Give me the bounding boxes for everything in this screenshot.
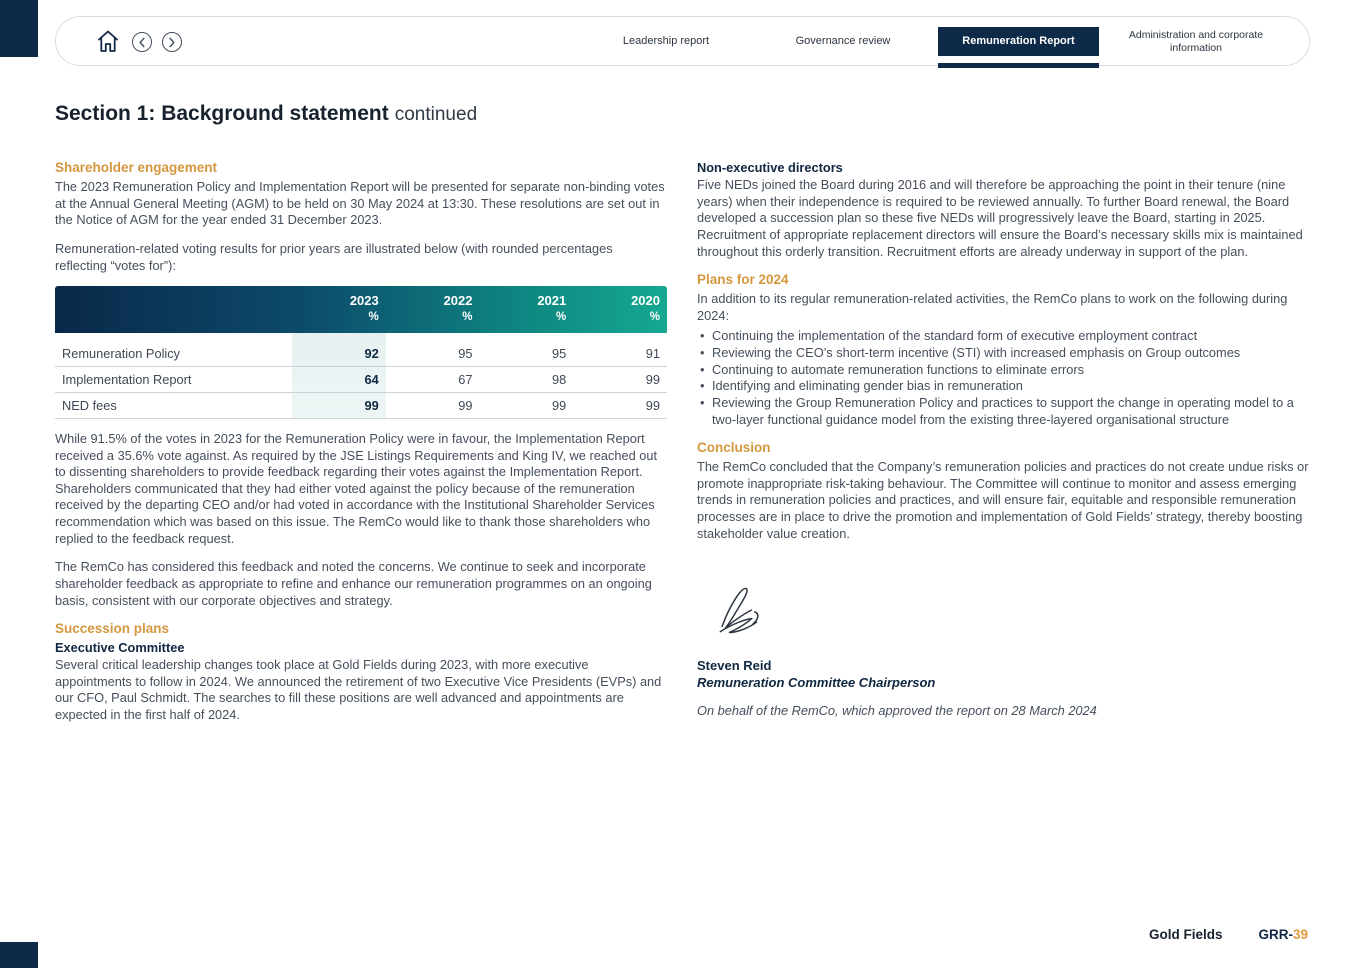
heading-plans-for-2024: Plans for 2024 [697, 272, 789, 288]
page-corner-accent-top-left [0, 0, 38, 57]
chevron-right-icon[interactable] [162, 32, 182, 52]
signoff-block [697, 580, 1310, 718]
table-header-empty [55, 293, 292, 325]
paragraph: While 91.5% of the votes in 2023 for the Remuneration Policy were in favour, the Implementation Report received a 35.6% vote against. As required by the JSE Listings Requirements and King IV, we reached out to dissenting shareholders to provide feedback regarding their votes against the Implementation Report. Shareholders communicated that they had either voted against the policy because of the remuneration received by the departing CEO and/or had voted in accordance with the Institutional Shareholder Services recommendation which was based on this issue. The RemCo would like to thank those shareholders who replied to the feedback request. [55, 430, 658, 546]
table-row [55, 367, 667, 393]
voting-results-table [55, 286, 667, 419]
cell-value: 67 [458, 371, 473, 387]
paragraph: Several critical leadership changes took place at Gold Fields during 2023, with more executive appointments to follow in 2024. We announced the retirement of two Executive Vice Presidents (EVPs) and our CFO, Paul Schmidt. The searches to fill these positions are well advanced and appointments are expected in the first half of 2024. [55, 657, 662, 723]
page-title-main: Section 1: Background statement [55, 102, 389, 125]
row-label: Remuneration Policy [62, 345, 181, 361]
heading-executive-committee: Executive Committee [55, 640, 185, 656]
page-title-suffix: continued [394, 104, 478, 125]
paragraph: The 2023 Remuneration Policy and Implementation Report will be presented for separate non-binding votes at the Annual General Meeting (AGM) to be held on 30 May 2024 at 13:30. These resolutions are set out in the Notice of AGM for the year ended 31 December 2023. [55, 179, 665, 228]
footer-brand: Gold Fields [1148, 927, 1223, 942]
tab-remuneration-report[interactable] [938, 17, 1099, 65]
signature-image [701, 580, 781, 642]
chevron-left-icon[interactable] [132, 32, 152, 52]
cell-value: 92 [364, 345, 379, 361]
home-icon[interactable] [96, 28, 120, 55]
tab-administration-info[interactable]: Administration and corporate information [1128, 29, 1264, 55]
table-row [55, 333, 667, 367]
cell-value: 98 [552, 371, 567, 387]
page-prefix: GRR- [1258, 927, 1293, 942]
tab-governance-review[interactable]: Governance review [795, 35, 891, 47]
year-label: 2021 [537, 293, 567, 309]
footer-page-number [1258, 927, 1308, 942]
signatory-name: Steven Reid [697, 658, 772, 674]
table-col-2022 [386, 293, 480, 325]
heading-shareholder-engagement: Shareholder engagement [55, 160, 218, 175]
paragraph: Five NEDs joined the Board during 2016 and will therefore be approaching the point in their tenure (nine years) when their independence is required to be reviewed annually. To further Board renewal, the Board developed a succession plan so these five NEDs will progressively leave the Board, starting in 2025. Recruitment of appropriate replacement directors will ensure the Board’s necessary skills mix is maintained throughout this orderly transition. Recruitment efforts are already underway in support of the plan. [697, 177, 1303, 259]
cell-value: 99 [645, 397, 660, 413]
row-label: NED fees [62, 397, 117, 413]
tab-leadership-report[interactable]: Leadership report [622, 35, 710, 47]
heading-non-executive-directors: Non-executive directors [697, 160, 843, 175]
cell-value: 99 [458, 397, 473, 413]
table-body [55, 333, 667, 419]
paragraph: The RemCo has considered this feedback and noted the concerns. We continue to seek and incorporate shareholder feedback as appropriate to refine and enhance our remuneration programmes on an ongoing basis, consistent with our corporate objectives and strategy. [55, 559, 652, 608]
row-label: Implementation Report [62, 371, 192, 387]
tab-remuneration-report-label: Remuneration Report [938, 27, 1099, 56]
signatory-role: Remuneration Committee Chairperson [697, 675, 936, 691]
bullet-item: • Identifying and eliminating gender bias in remuneration [697, 378, 1310, 395]
cell-value: 95 [552, 345, 567, 361]
bullet-item: • Reviewing the Group Remuneration Policy and practices to support the change in operating model to a two-layer functional guidance model from the existing three-layered organisational structure [697, 395, 1310, 428]
page-number: 39 [1292, 927, 1308, 942]
unit-label: % [462, 311, 473, 324]
year-label: 2020 [631, 293, 660, 309]
nav-inner [56, 17, 1309, 65]
plans-bullet-list [697, 328, 1310, 428]
signoff-note: On behalf of the RemCo, which approved the report on 28 March 2024 [697, 703, 1097, 719]
cell-value: 95 [458, 345, 473, 361]
active-tab-underline [938, 63, 1099, 68]
cell-value: 64 [364, 371, 379, 387]
page-footer [1149, 927, 1308, 942]
paragraph: In addition to its regular remuneration-related activities, the RemCo plans to work on the following during 2024: [697, 291, 1288, 323]
bullet-item: • Continuing the implementation of the standard form of executive employment contract [697, 328, 1310, 345]
paragraph: Remuneration-related voting results for prior years are illustrated below (with rounded percentages reflecting “votes for”): [55, 240, 613, 273]
cell-value: 99 [364, 397, 379, 413]
page-title [55, 102, 477, 126]
year-label: 2022 [443, 293, 473, 309]
page-corner-accent-bottom-left [0, 942, 38, 968]
left-column [55, 160, 667, 736]
right-column [697, 160, 1310, 718]
cell-value: 99 [552, 397, 567, 413]
bullet-item: • Continuing to automate remuneration functions to eliminate errors [697, 362, 1310, 379]
unit-label: % [556, 311, 567, 324]
paragraph: The RemCo concluded that the Company’s remuneration policies and practices do not create undue risks or promote inappropriate risk-taking behaviour. The Committee will continue to monitor and assess emerging trends in remuneration policies and practices, and will ensure fair, equitable and responsible remuneration processes are in place to drive the promotion and implementation of Gold Fields’ strategy, thereby boosting stakeholder value creation. [697, 459, 1309, 541]
table-header-row [55, 286, 667, 333]
heading-conclusion: Conclusion [697, 440, 771, 456]
year-label: 2023 [349, 293, 379, 309]
top-navigation-bar [55, 16, 1310, 66]
table-col-2021 [480, 293, 574, 325]
unit-label: % [649, 311, 660, 324]
cell-value: 91 [645, 345, 660, 361]
bullet-item: • Reviewing the CEO’s short-term incentive (STI) with increased emphasis on Group outcomes [697, 345, 1310, 362]
unit-label: % [368, 311, 379, 324]
table-col-2023 [292, 293, 386, 325]
cell-value: 99 [645, 371, 660, 387]
table-row [55, 393, 667, 419]
heading-succession-plans: Succession plans [55, 621, 170, 637]
table-col-2020 [573, 293, 667, 325]
